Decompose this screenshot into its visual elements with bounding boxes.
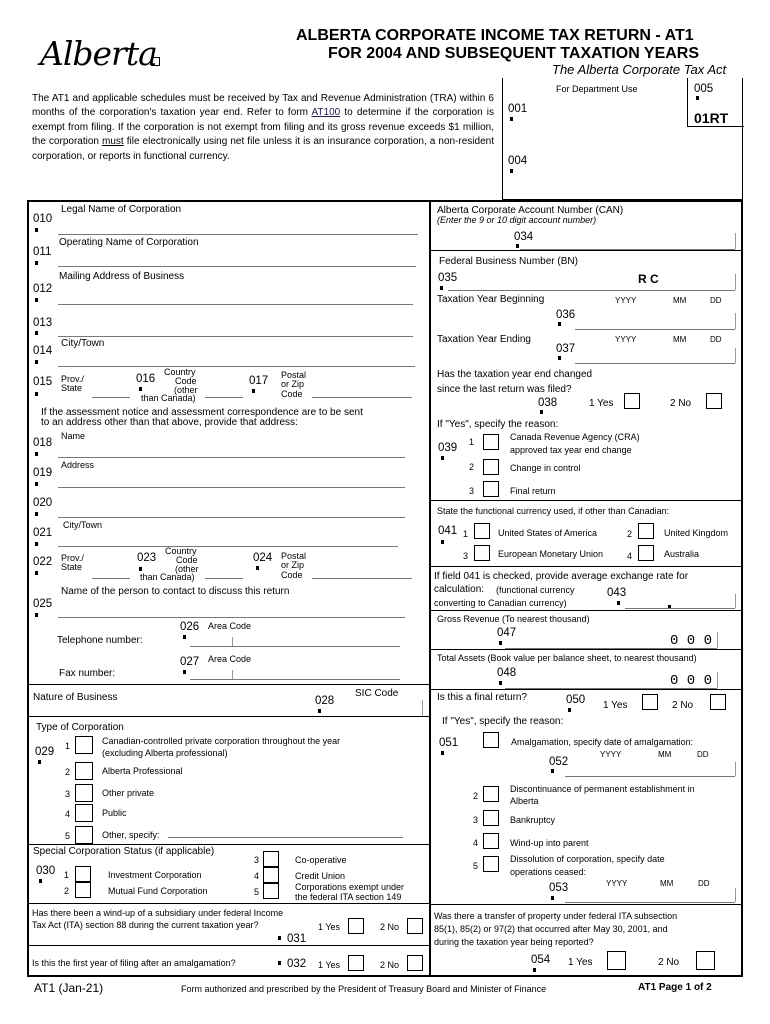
total-assets-label: Total Assets (Book value per balance sheet, to nearest thousand) [437,653,697,663]
currency-emu-checkbox[interactable] [474,545,490,561]
first-year-no-checkbox[interactable] [407,955,423,971]
windup-question-1: Has there been a wind-up of a subsidiary under federal Income [32,908,284,918]
type-option-label: Canadian-controlled private corporation throughout the year [102,736,341,746]
field-047-label: 047 [497,627,517,639]
gross-revenue-label: Gross Revenue (To nearest thousand) [437,614,590,624]
type-other-specify-input[interactable] [168,837,403,838]
sic-code-label: SIC Code [355,688,399,699]
exchange-rate-label-4: converting to Canadian currency) [434,598,567,608]
dissolution-checkbox[interactable] [483,856,499,872]
currency-2-num: 2 [627,529,633,539]
bankruptcy-checkbox[interactable] [483,810,499,826]
fax-input[interactable] [190,679,400,680]
alberta-logo [40,36,157,72]
special-status-label: Credit Union [295,871,346,881]
type-of-corporation-title: Type of Corporation [36,722,124,733]
contact-label: Name of the person to contact to discuss this return [61,586,290,597]
contact-input[interactable] [58,617,405,618]
field-034-label: 034 [514,231,534,243]
first-year-yes-checkbox[interactable] [348,955,364,971]
diss-mm: MM [660,879,674,888]
reason-final-checkbox[interactable] [483,481,499,497]
bankruptcy-label: Bankruptcy [510,815,556,825]
special-status-1-checkbox[interactable] [75,866,91,882]
end-mm: MM [673,335,687,344]
begin-yyyy: YYYY [615,296,637,305]
field-037-label: 037 [556,343,576,355]
type-option-label: Other, specify: [102,830,160,840]
reason-2-num: 2 [469,462,475,472]
field-015-label: 015 [33,376,53,388]
windup-parent-label: Wind-up into parent [510,838,589,848]
reason-cra-label-1: Canada Revenue Agency (CRA) [510,432,640,442]
begin-mm: MM [673,296,687,305]
operating-name-label: Operating Name of Corporation [59,237,199,248]
legal-name-input[interactable] [58,234,418,235]
bn-title: Federal Business Number (BN) [439,256,578,267]
type-option-label: Alberta Professional [102,766,183,776]
taxation-year-begin-label: Taxation Year Beginning [437,294,545,305]
gross-revenue-zeros: 0 0 0 [670,633,713,649]
functional-currency-label: State the functional currency used, if other than Canadian: [437,506,670,516]
field-054-label: 054 [531,954,551,966]
currency-uk-checkbox[interactable] [638,523,654,539]
final-3-num: 3 [473,815,479,825]
final-return-yes-label: 1 Yes [603,700,628,711]
currency-1-num: 1 [463,529,469,539]
area-code-label: Area Code [208,621,252,631]
postal-label-2: or Zip [281,379,305,389]
discontinuance-label-1: Discontinuance of permanent establishment in [510,784,695,794]
type-option-number: 2 [65,767,71,777]
currency-emu-label: European Monetary Union [498,549,604,559]
can-title: Alberta Corporate Account Number (CAN) [437,205,624,216]
reason-control-checkbox[interactable] [483,459,499,475]
assessment-note-2: to an address other than that above, provide that address: [41,417,298,428]
field-026-label: 026 [180,621,200,633]
country-label-1: Country [164,367,196,377]
final-return-question: Is this a final return? [437,692,528,703]
alt-country-label-1: Country [165,546,197,556]
type-option-number: 3 [65,789,71,799]
begin-dd: DD [710,296,722,305]
amal-dd: DD [697,750,709,759]
field-031-label: 031 [287,933,307,945]
field-052-label: 052 [549,756,569,768]
final-return-no-checkbox[interactable] [710,694,726,710]
field-028-label: 028 [315,695,335,707]
field-014-label: 014 [33,345,53,357]
country-input[interactable] [205,397,243,398]
special-status-4-checkbox[interactable] [263,867,279,883]
field-024-label: 024 [253,552,273,564]
year-end-yes-label: 1 Yes [589,398,614,409]
special-option-number: 1 [64,870,70,880]
end-date-input[interactable] [575,363,735,364]
form-title-line2: FOR 2004 AND SUBSEQUENT TAXATION YEARS [328,45,700,62]
type-option-label: Other private [102,788,155,798]
alt-address-input[interactable] [58,487,405,488]
alt-country-label-4: than Canada) [140,572,195,582]
can-subtitle: (Enter the 9 or 10 digit account number) [437,215,597,225]
field-023-label: 023 [137,552,157,564]
end-yyyy: YYYY [615,335,637,344]
alt-postal-label-1: Postal [281,551,307,561]
field-053-label: 053 [549,882,569,894]
type-option-5-checkbox[interactable] [75,826,93,844]
field-027-label: 027 [180,656,200,668]
type-option-label-2: (excluding Alberta professional) [102,748,228,758]
dissolution-label-1: Dissolution of corporation, specify date [510,854,665,864]
currency-usa-label: United States of America [498,528,598,538]
currency-4-num: 4 [627,551,633,561]
at100-link[interactable]: AT100 [311,107,341,119]
currency-uk-label: United Kingdom [664,528,729,538]
field-035-label: 035 [438,272,458,284]
reason-cra-checkbox[interactable] [483,434,499,450]
exchange-rate-label-3: (functional currency [496,585,575,595]
field-022-label: 022 [33,556,53,568]
reason-control-label: Change in control [510,463,581,473]
currency-aus-checkbox[interactable] [638,545,654,561]
alt-postal-label-2: or Zip [281,560,305,570]
final-4-num: 4 [473,838,479,848]
reason-3-num: 3 [469,486,475,496]
form-title-line1: ALBERTA CORPORATE INCOME TAX RETURN - AT1 [296,27,694,44]
final-5-num: 5 [473,861,479,871]
currency-usa-checkbox[interactable] [474,523,490,539]
prov-label: Prov./ [61,374,84,384]
bn-input[interactable] [448,290,735,291]
special-status-label: Mutual Fund Corporation [108,886,208,896]
legal-name-label: Legal Name of Corporation [61,204,182,215]
bn-rc-prefix: R C [638,272,659,286]
dissolution-date-input[interactable] [565,902,735,903]
alt-prov-label: Prov./ [61,553,84,563]
windup-yes-label: 1 Yes [318,922,341,932]
field-012-label: 012 [33,283,53,295]
discontinuance-checkbox[interactable] [483,786,499,802]
field-018-label: 018 [33,437,53,449]
country-label-4: than Canada) [141,393,196,403]
special-option-number: 5 [254,887,260,897]
begin-date-input[interactable] [575,329,735,330]
dissolution-label-2: operations ceased: [510,867,587,877]
act-name: The Alberta Corporate Tax Act [552,62,727,77]
alt-name-input[interactable] [58,457,405,458]
transfer-question-2: 85(1), 85(2) or 97(2) that occurred after May 30, 2001, and [434,924,668,934]
field-039-label: 039 [438,442,458,454]
reason-cra-label-2: approved tax year end change [510,445,632,455]
special-status-label: Co-operative [295,855,347,865]
total-assets-zeros: 0 0 0 [670,673,713,689]
transfer-no-checkbox[interactable] [696,951,715,970]
rt-code: 01RT [694,110,729,126]
logo-text: Alberta [40,34,157,73]
discontinuance-label-2: Alberta [510,796,539,806]
postal-label-3: Code [281,389,303,399]
nature-of-business-label: Nature of Business [33,692,118,703]
type-option-2-checkbox[interactable] [75,762,93,780]
final-reason-label: If "Yes", specify the reason: [442,716,564,727]
reason-final-label: Final return [510,486,556,496]
amalgamation-date-input[interactable] [565,776,735,777]
windup-no-label: 2 No [380,922,400,932]
currency-3-num: 3 [463,551,469,561]
special-status-2-checkbox[interactable] [75,882,91,898]
telephone-label: Telephone number: [57,635,143,646]
final-2-num: 2 [473,791,479,801]
postal-label-1: Postal [281,370,307,380]
special-status-3-checkbox[interactable] [263,851,279,867]
type-option-4-checkbox[interactable] [75,804,93,822]
field-043-label: 043 [607,587,627,599]
end-dd: DD [710,335,722,344]
fax-area-code-label: Area Code [208,654,252,664]
field-010-label: 010 [33,213,53,225]
field-004-label: 004 [508,155,528,167]
transfer-no-label: 2 No [658,957,680,968]
type-option-1-checkbox[interactable] [75,736,93,754]
first-year-yes-label: 1 Yes [318,960,341,970]
alt-postal-input[interactable] [312,578,412,579]
mailing-address-label: Mailing Address of Business [59,271,185,282]
field-020-label: 020 [33,497,53,509]
windup-yes-checkbox[interactable] [348,918,364,934]
field-001-label: 001 [508,103,528,115]
year-end-no-label: 2 No [670,398,692,409]
year-end-changed-yes-checkbox[interactable] [624,393,640,409]
field-050-label: 050 [566,694,586,706]
telephone-input[interactable] [190,646,400,647]
special-option-number: 3 [254,855,260,865]
field-029-label: 029 [35,746,55,758]
country-label-3: (other [174,385,198,395]
final-return-yes-checkbox[interactable] [642,694,658,710]
type-option-number: 5 [65,831,71,841]
alt-country-label-3: (other [175,564,199,574]
type-option-number: 4 [65,809,71,819]
alt-city-input[interactable] [58,546,398,547]
alt-name-label: Name [61,431,86,441]
first-year-no-label: 2 No [380,960,400,970]
windup-parent-checkbox[interactable] [483,833,499,849]
windup-question-2: Tax Act (ITA) section 88 during the current taxation year? [32,920,259,930]
transfer-yes-label: 1 Yes [568,957,593,968]
amal-mm: MM [658,750,672,759]
alt-address-2-input[interactable] [58,517,405,518]
assessment-note-1: If the assessment notice and assessment correspondence are to be sent [41,407,363,418]
field-011-label: 011 [33,246,52,258]
special-status-label: Investment Corporation [108,870,202,880]
first-year-question: Is this the first year of filing after an amalgamation? [32,958,236,968]
special-status-label: Corporations exempt under [295,882,405,892]
alt-state-label: State [61,562,83,572]
reason-1-num: 1 [469,437,475,447]
taxation-year-end-label: Taxation Year Ending [437,334,531,345]
mailing-address-2-input[interactable] [58,336,413,337]
special-status-label-2: the federal ITA section 149 [295,892,402,902]
diss-dd: DD [698,879,710,888]
field-036-label: 036 [556,309,576,321]
operating-name-input[interactable] [58,266,416,267]
special-option-number: 2 [64,886,70,896]
specify-reason-label: If "Yes", specify the reason: [437,419,559,430]
alt-postal-label-3: Code [281,570,303,580]
logo-mark [151,57,160,66]
authorization-note: Form authorized and prescribed by the President of Treasury Board and Minister of Finance [181,984,547,994]
field-038-label: 038 [538,397,558,409]
field-013-label: 013 [33,317,53,329]
alt-country-label-2: Code [176,555,198,565]
exchange-rate-label-1: If field 041 is checked, provide average exchange rate for [434,571,689,582]
year-end-changed-2: since the last return was filed? [437,384,572,395]
prov-input[interactable] [92,397,130,398]
field-032-label: 032 [287,958,307,970]
field-021-label: 021 [33,527,53,539]
alt-country-input[interactable] [205,578,243,579]
special-status-5-checkbox[interactable] [263,883,279,899]
exchange-rate-input[interactable] [625,608,735,609]
amal-yyyy: YYYY [600,750,622,759]
type-option-label: Public [102,808,127,818]
intro-text: The AT1 and applicable schedules must be received by Tax and Revenue Administration (TRA) within 6 months of the corporation's taxation year end. Refer to form AT100 to determine if the corporation is exempt from filing. If the corporation is not exempt from filing and its gross revenue exceeds $1 million, the corporation must file electronically using net file unless it is an insurance corporation, a non-resident corporation, or reports in functional currency. [32,93,494,162]
year-end-changed-no-checkbox[interactable] [706,393,722,409]
windup-no-checkbox[interactable] [407,918,423,934]
field-041-label: 041 [438,525,458,537]
form-id: AT1 (Jan-21) [34,981,104,995]
type-option-number: 1 [65,741,71,751]
field-051-label: 051 [439,737,459,749]
transfer-question-1: Was there a transfer of property under federal ITA subsection [434,911,678,921]
dept-use-label: For Department Use [556,84,638,94]
final-return-no-label: 2 No [672,700,694,711]
exchange-rate-label-2: calculation: [434,584,485,595]
transfer-question-3: during the taxation year being reported? [434,937,594,947]
special-status-title: Special Corporation Status (if applicable) [33,846,215,857]
alt-address-label: Address [61,460,95,470]
type-option-3-checkbox[interactable] [75,784,93,802]
field-048-label: 048 [497,667,517,679]
postal-input[interactable] [312,397,412,398]
field-030-label: 030 [36,865,56,877]
alt-prov-input[interactable] [92,578,130,579]
year-end-changed-1: Has the taxation year end changed [437,369,593,380]
country-label-2: Code [175,376,197,386]
fax-label: Fax number: [59,668,116,679]
amalgamation-checkbox[interactable] [483,732,499,748]
transfer-yes-checkbox[interactable] [607,951,626,970]
field-005-label: 005 [694,83,714,95]
alt-city-label: City/Town [63,520,103,530]
page-number: AT1 Page 1 of 2 [638,982,712,993]
currency-aus-label: Australia [664,549,700,559]
city-label: City/Town [61,338,105,349]
amalgamation-label: Amalgamation, specify date of amalgamation: [511,737,694,747]
state-label: State [61,383,83,393]
field-016-label: 016 [136,373,156,385]
city-input[interactable] [58,366,415,367]
diss-yyyy: YYYY [606,879,628,888]
field-025-label: 025 [33,598,53,610]
field-017-label: 017 [249,375,269,387]
field-019-label: 019 [33,467,53,479]
special-option-number: 4 [254,871,260,881]
mailing-address-input[interactable] [58,304,413,305]
